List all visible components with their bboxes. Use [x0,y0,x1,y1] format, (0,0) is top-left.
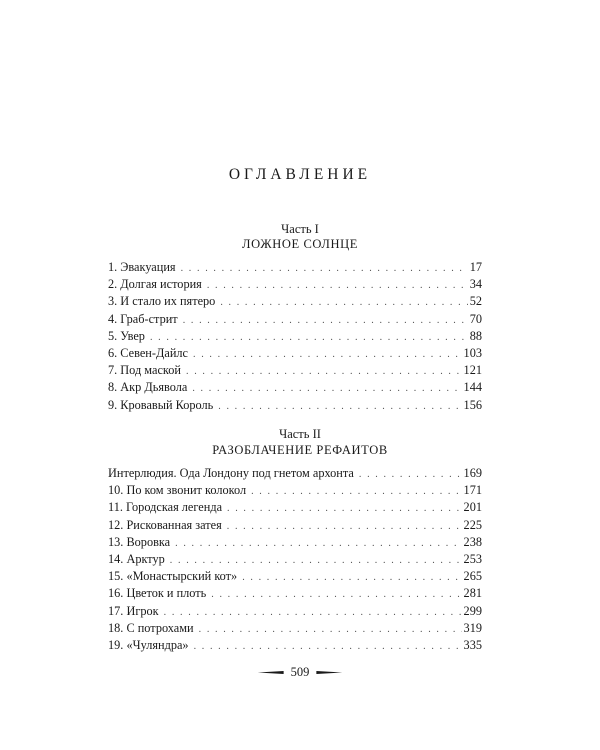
toc-entry-title: 10. По ком звонит колокол [108,483,247,498]
part-1-label: Часть I [281,222,319,236]
dot-leader [211,586,461,603]
dot-leader [193,346,462,363]
part-2-title: РАЗОБЛАЧЕНИЕ РЕФАИТОВ [212,443,388,457]
toc-heading: ОГЛАВЛЕНИЕ [228,166,372,183]
toc-entry [108,259,482,276]
toc-entry [108,620,482,637]
dot-leader [227,500,462,517]
toc-entry [108,362,482,379]
toc-entry-page-number: 225 [463,517,482,532]
part-1-contents-list [108,259,482,414]
dot-leader [220,294,467,311]
toc-entry-page-number: 144 [463,380,482,395]
toc-entry [108,585,482,602]
toc-entry-page-number: 52 [469,294,482,309]
toc-entry-page-number: 169 [463,466,482,480]
dot-leader [359,466,462,483]
toc-entry [108,397,482,414]
dot-leader [181,260,468,277]
toc-entry [108,311,482,328]
dot-leader [227,518,462,535]
toc-entry-page-number: 319 [463,620,482,635]
dot-leader [150,329,468,346]
toc-entry [108,499,482,516]
toc-entry-title: 15. «Монастырский кот» [108,569,238,584]
toc-entry-title: 7. Под маской [108,363,181,378]
toc-entry-page-number: 265 [463,569,482,584]
toc-entry-title: 8. Акр Дьявола [108,380,188,395]
toc-entry [108,276,482,293]
toc-entry-title: Интерлюдия. Ода Лондону под гнетом архонта [108,466,354,480]
toc-entry-title: 18. С потрохами [108,620,194,635]
right-ornament-rule [316,671,342,674]
dot-leader [207,277,468,294]
dot-leader [186,363,462,380]
toc-entry-page-number: 335 [463,637,482,652]
toc-entry [108,637,482,654]
toc-entry [108,534,482,551]
dot-leader [175,535,461,552]
part-2-label: Часть II [279,427,321,441]
toc-entry [108,517,482,534]
toc-entry-title: 5. Увер [108,328,145,343]
toc-entry-page-number: 156 [463,397,482,412]
dot-leader [194,638,462,655]
dot-leader [164,604,462,621]
toc-entry [108,345,482,362]
page-number: 509 [290,665,310,679]
toc-entry-page-number: 253 [463,551,482,566]
toc-entry-page-number: 299 [463,603,482,618]
dot-leader [183,312,468,329]
toc-entry-title: 4. Граб-стрит [108,311,178,326]
toc-entry-page-number: 17 [469,260,482,274]
toc-entry [108,465,482,482]
toc-entry-page-number: 121 [463,363,482,378]
left-ornament-rule [258,671,284,674]
toc-entry [108,293,482,310]
dot-leader [192,380,461,397]
toc-entry [108,568,482,585]
toc-entry-page-number: 34 [469,277,482,292]
toc-entry-title: 6. Севен-Дайлс [108,345,188,360]
toc-entry-title: 17. Игрок [108,603,159,618]
toc-entry-page-number: 70 [469,311,482,326]
toc-entry-title: 12. Рискованная затея [108,517,222,532]
toc-entry-page-number: 201 [463,500,482,515]
dot-leader [170,552,462,569]
toc-entry [108,379,482,396]
dot-leader [242,569,461,586]
toc-entry [108,603,482,620]
toc-entry-page-number: 88 [469,328,482,343]
toc-entry-title: 1. Эвакуация [108,260,176,274]
dot-leader [199,621,462,638]
page-number-footer [0,665,600,680]
dot-leader [218,398,461,415]
toc-entry [108,328,482,345]
toc-entry [108,482,482,499]
toc-entry-title: 9. Кровавый Король [108,397,214,412]
toc-entry-title: 11. Городская легенда [108,500,223,515]
part-2-contents-list [108,465,482,654]
toc-entry-title: 14. Арктур [108,551,165,566]
toc-entry-page-number: 281 [463,586,482,601]
toc-entry-title: 2. Долгая история [108,277,202,292]
dot-leader [251,483,461,500]
toc-entry-page-number: 103 [463,345,482,360]
toc-entry-title: 13. Воровка [108,534,171,549]
part-1-title: ЛОЖНОЕ СОЛНЦЕ [242,237,358,251]
toc-entry-title: 3. И стало их пятеро [108,294,216,309]
toc-entry [108,551,482,568]
toc-entry-title: 16. Цветок и плоть [108,586,207,601]
toc-entry-title: 19. «Чуляндра» [108,637,189,652]
toc-entry-page-number: 171 [463,483,482,498]
toc-entry-page-number: 238 [463,534,482,549]
